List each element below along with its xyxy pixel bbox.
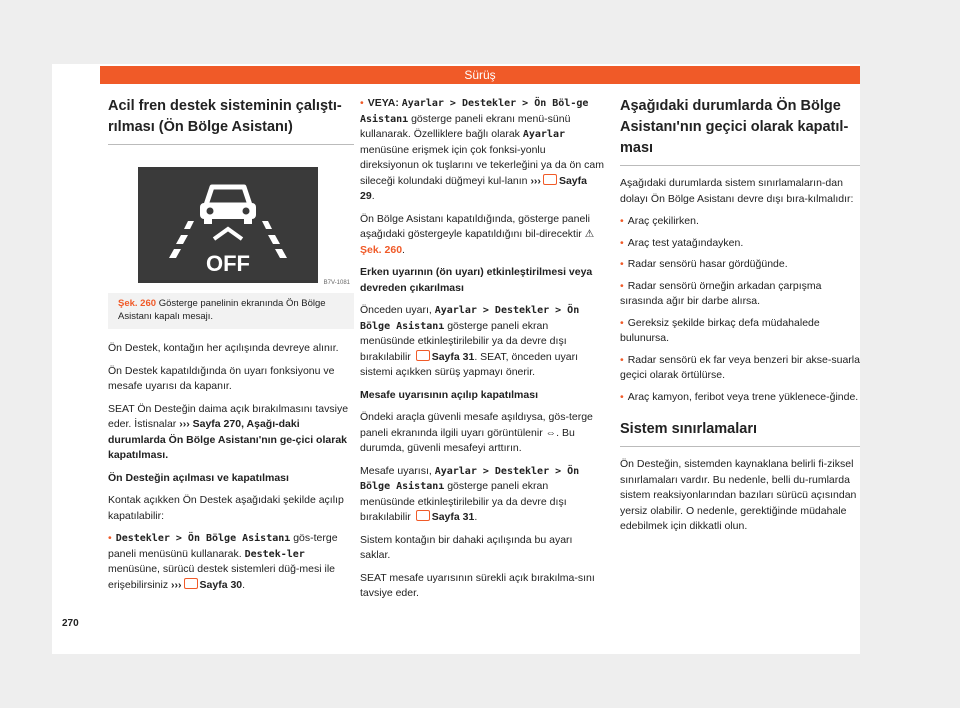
- paragraph: [360, 410, 604, 457]
- column-1: [108, 96, 354, 600]
- link-arrows: ›››: [171, 578, 182, 591]
- page-number: 270: [62, 618, 79, 629]
- list-item: • Radar sensörü ek far veya benzeri bir akse-suarla geçici olarak örtülürse.: [620, 353, 860, 384]
- list-item: • Radar sensörü hasar gördüğünde.: [620, 257, 860, 273]
- paragraph: SEAT mesafe uyarısının sürekli açık bırakılma-sını tavsiye eder.: [360, 571, 595, 599]
- paragraph: Mesafe uyarısı, Ayarlar > Destekler > Ön Bölge Asistanı gösterge paneli ekran menüsünde etkinleştirilebilir ya da devre dışı bırakılabilir Sayfa 31.: [360, 464, 580, 523]
- paragraph: Ön Bölge Asistanı kapatıldığında, gösterge paneli aşağıdaki göstergeyle kapatıldığını bil-direcektir ⚠ Şek. 260.: [360, 212, 595, 256]
- bullet-list: [620, 214, 860, 405]
- text: Mesafe uyarısı,: [360, 464, 432, 477]
- section-title-activation: Acil fren destek sisteminin çalıştı-rılması (Ön Bölge Asistanı): [108, 96, 354, 145]
- link-arrows: ›››: [530, 174, 541, 187]
- text: SEAT Ön Desteğin daima açık bırakılmasını tavsiye eder. İstisnalar: [108, 402, 349, 430]
- subheading: Ön Desteğin açılması ve kapatılması: [108, 471, 289, 484]
- dashboard-screen: [138, 167, 318, 283]
- paragraph: Sistem kontağın bir dahaki açılışında bu ayarı saklar.: [360, 533, 573, 561]
- paragraph: Aşağıdaki durumlarda sistem sınırlamaların-dan dolayı Ön Bölge Asistanı devre dışı bıra-kılmalıdır:: [620, 177, 854, 205]
- text: Önceden uyarı,: [360, 304, 432, 316]
- caption-ref: Şek. 260: [118, 298, 157, 309]
- page-link[interactable]: Sayfa 30: [199, 578, 243, 591]
- off-label: OFF: [206, 251, 250, 276]
- text: menüsüne erişmek için çok fonksi-yonlu direksiyonun ok tuşlarını ve tekerleğini ya da ön cam sileceği kolundaki düğmeyi kul-lanın: [360, 143, 604, 187]
- front-assist-off-icon: [138, 167, 318, 283]
- figure-caption: [108, 293, 354, 329]
- subheading: Erken uyarının (ön uyarı) etkinleştirilmesi veya devreden çıkarılması: [360, 266, 593, 294]
- list-item: • Araç çekilirken.: [620, 214, 860, 230]
- page-ref-icon: [416, 350, 430, 361]
- page-ref-icon: [543, 174, 557, 185]
- page-link[interactable]: Sayfa 31: [431, 350, 475, 363]
- column-2: [360, 96, 604, 609]
- menu-name: Ayarlar: [522, 129, 565, 140]
- warning-car-icon: ⚠: [584, 228, 595, 240]
- figure-link[interactable]: Şek. 260: [360, 243, 403, 256]
- list-item: • Araç test yatağındayken.: [620, 236, 860, 252]
- chapter-header: Sürüş: [100, 66, 860, 84]
- paragraph: Kontak açıkken Ön Destek aşağıdaki şekilde açılıp kapatılabilir:: [108, 494, 344, 522]
- paragraph: [360, 303, 604, 381]
- text: . Bu durumda, güvenli mesafeyi arttırın.: [360, 426, 575, 454]
- list-item: • VEYA: Ayarlar > Destekler > Ön Böl-ge Asistanı gösterge paneli ekranı menü-sünü kullanarak. Özelliklere bağlı olarak Ayarlar menüsüne erişmek için çok fonksi-yonlu direksiyonun ok tuşlarını ve tekerleğini ya da ön cam sileceği kolundaki düğmeyi kul-lanın ››› Sayfa 29.: [360, 96, 604, 205]
- menu-path: Ayarlar > Destekler > Ön Bölge Asistanı: [360, 465, 580, 492]
- page-link[interactable]: ››› Sayfa 270, Aşağı-daki durumlarda Ön Bölge Asistanı'nın ge-çici olarak kapatılması.: [108, 418, 347, 461]
- menu-path: Destekler > Ön Bölge Asistanı: [115, 533, 291, 544]
- text: . SEAT, önceden uyarı sistemi açıkken sürüş yapmayı önerir.: [360, 350, 579, 378]
- text: Öndeki araçla güvenli mesafe aşıldıysa, gös-terge paneli ekranında ilgili uyarı görüntülenir: [360, 411, 593, 439]
- figure-260: [108, 155, 354, 293]
- paragraph: Ön Destek, kontağın her açılışında devreye alınır.: [108, 342, 339, 354]
- list-item: • Gereksiz şekilde birkaç defa müdahalede bulunursa.: [620, 316, 860, 347]
- page-link[interactable]: Sayfa 31: [431, 511, 475, 523]
- text: gös-terge paneli menüsünü kullanarak.: [108, 532, 338, 560]
- page-ref-icon: [184, 578, 198, 589]
- subheading: Mesafe uyarısının açılıp kapatılması: [360, 388, 538, 401]
- text: gösterge paneli ekranı menü-sünü kullanarak. Özelliklere bağlı olarak: [360, 112, 571, 140]
- list-item: • Araç kamyon, feribot veya trene yüklenece-ğinde.: [620, 390, 860, 406]
- section-title-limits: Sistem sınırlamaları: [620, 419, 860, 447]
- page-link[interactable]: Sayfa 29: [360, 174, 587, 202]
- menu-path: Ayarlar > Destekler > Ön Böl-ge Asistanı: [360, 98, 589, 125]
- paragraph: Ön Desteğin, sistemden kaynaklana belirli fi-ziksel sınırlamaları vardır. Bu nedenle, belli du-rumlarda sistem reaksiyonlarından bazıları sürücü açısından yersiz olabilir. O nedenle, gerektiğinde müdahale edebilmek için dikkatli olun.: [620, 458, 857, 532]
- menu-name: Destek-ler: [244, 548, 305, 560]
- caption-text: Gösterge panelinin ekranında Ön Bölge Asistanı kapalı mesajı.: [118, 298, 326, 322]
- list-item: • Destekler > Ön Bölge Asistanı gös-terge paneli menüsünü kullanarak. Destek-ler menüsüne, sürücü destek sistemleri düğ-mesi ile erişebilirsiniz ››› Sayfa 30.: [108, 531, 354, 593]
- paragraph: [108, 402, 354, 464]
- page-ref-icon: [416, 510, 430, 521]
- paragraph: Ön Destek kapatıldığında ön uyarı fonksiyonu ve mesafe uyarısı da kapanır.: [108, 364, 335, 392]
- text: Ön Bölge Asistanı kapatıldığında, gösterge paneli aşağıdaki göstergeyle kapatıldığını bil-direcektir: [360, 212, 590, 240]
- bullet-label: VEYA:: [367, 97, 399, 109]
- menu-path: Ayarlar > Destekler > Ön Bölge Asistanı: [360, 305, 580, 332]
- text: gösterge paneli ekran menüsünde etkinleştirilebilir ya da devre dışı bırakılabilir: [360, 319, 567, 363]
- column-3: [620, 96, 860, 542]
- text: menüsüne, sürücü destek sistemleri düğ-mesi ile erişebilirsiniz: [108, 563, 336, 591]
- figure-code: B7V-1081: [323, 279, 350, 286]
- list-item: • Radar sensörü örneğin arkadan çarpışma sırasında ağır bir darbe alırsa.: [620, 279, 860, 310]
- distance-warning-icon: ⇔: [545, 426, 557, 439]
- text: gösterge paneli ekran menüsünde etkinleştirilebilir ya da devre dışı bırakılabilir: [360, 480, 567, 523]
- section-title-temporary-off: Aşağıdaki durumlarda Ön Bölge Asistanı'nın geçici olarak kapatıl-ması: [620, 96, 860, 166]
